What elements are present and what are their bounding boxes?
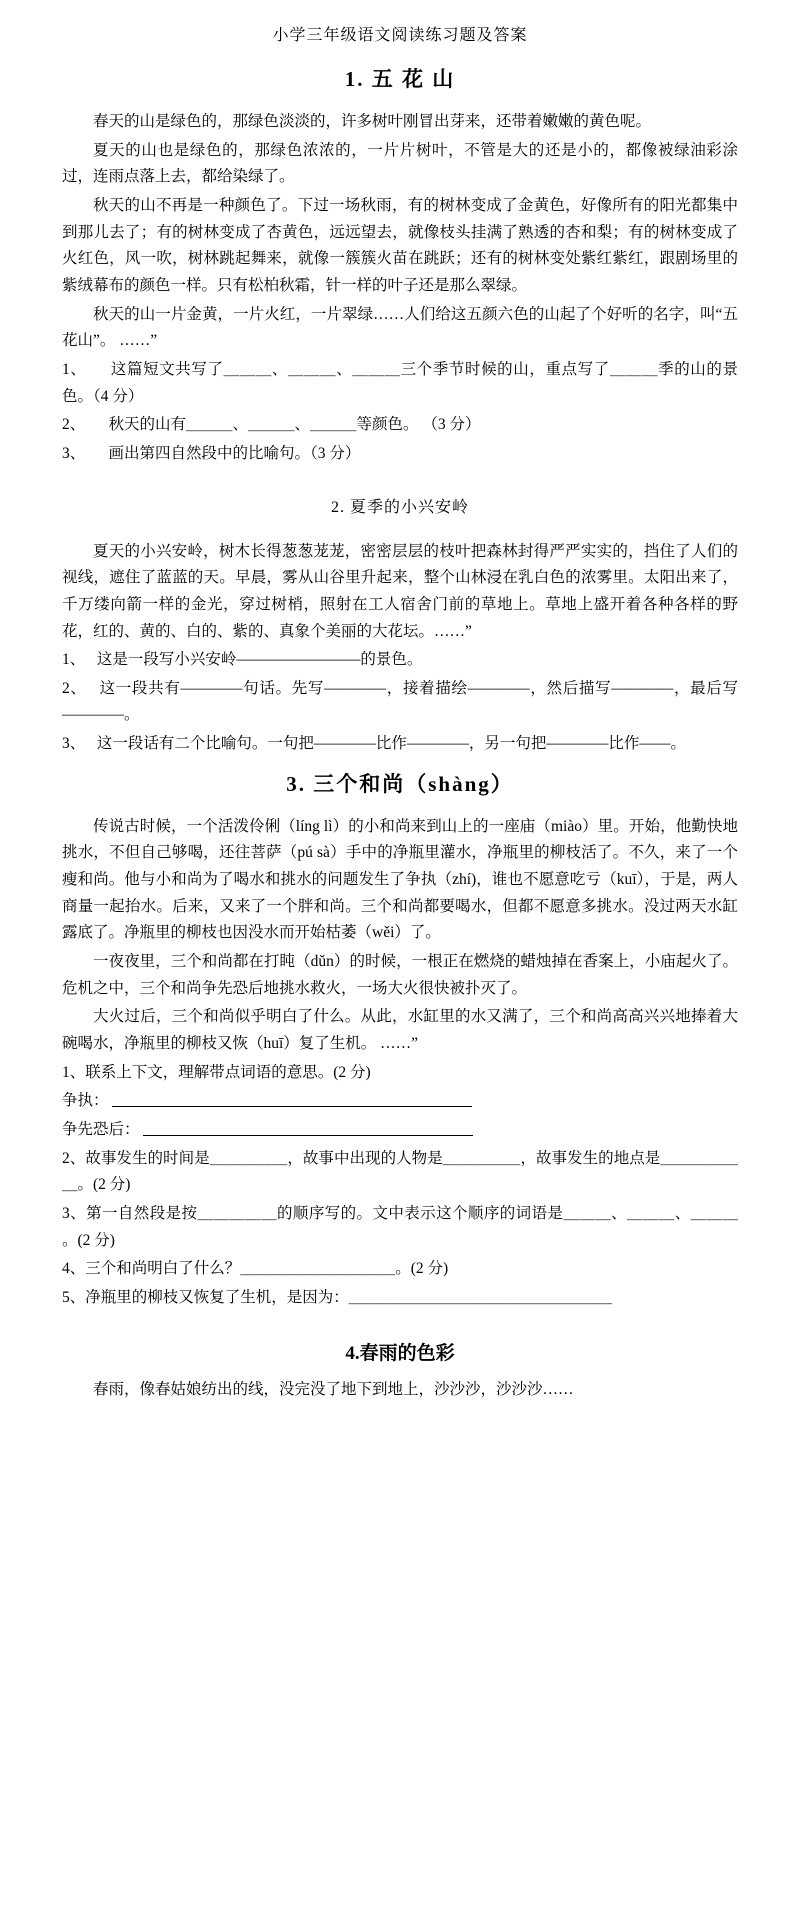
question-item: 1、 这是一段写小兴安岭————————的景色。: [62, 651, 423, 669]
question-item: 3、第一自然段是按＿＿＿＿＿的顺序写的。文中表示这个顺序的词语是＿＿＿、＿＿＿、＿＿＿ 。(2 分): [62, 1204, 738, 1249]
answer-label: 争先恐后：: [62, 1121, 140, 1138]
question-item: 5、净瓶里的柳枝又恢复了生机，是因为：＿＿＿＿＿＿＿＿＿＿＿＿＿＿＿＿＿: [62, 1288, 613, 1306]
section-number-1: 1.: [344, 67, 365, 91]
paragraph: 一夜夜里，三个和尚都在打盹（dǔn）的时候，一根正在燃烧的蜡烛掉在香案上，小庙起火了。危机之中，三个和尚争先恐后地挑水救火，一场大火很快被扑灭了。: [62, 953, 738, 997]
section-heading-3: [62, 768, 738, 798]
paragraph: 大火过后，三个和尚似乎明白了什么。从此，水缸里的水又满了，三个和尚高高兴兴地捧着大碗喝水，净瓶里的柳枝又恢（huī）复了生机。 ……”: [62, 1008, 738, 1053]
question-item: 2、 这一段共有————句话。先写————，接着描绘————，然后描写————，最后写————。: [62, 679, 738, 724]
paragraph: 传说古时候，一个活泼伶俐（líng lì）的小和尚来到山上的一座庙（miào）里。开始，他勤快地挑水，不但自己够喝，还往菩萨（pú sà）手中的净瓶里灌水，净瓶里的柳枝活了。不久，来了一个瘦和尚。他与小和尚为了喝水和挑水的问题发生了争执（zhí)，谁也不愿意吃亏（kuī），于是，两人商量一起抬水。后来，又来了一个胖和尚。三个和尚都要喝水，但都不愿意多挑水。没过两天水缸露底了。净瓶里的柳枝也因没水而开始枯萎（wěi）了。: [62, 817, 738, 942]
answer-blank[interactable]: [143, 1135, 473, 1136]
paragraph: 春天的山是绿色的，那绿色淡淡的，许多树叶刚冒出芽来，还带着嫩嫩的黄色呢。: [93, 113, 652, 130]
section-title-4: 春雨的色彩: [359, 1342, 455, 1364]
paragraph: 秋天的山一片金黄，一片火红，一片翠绿……人们给这五颜六色的山起了个好听的名字，叫“五花山”。 ……”: [62, 305, 738, 350]
answer-line: [62, 1117, 738, 1144]
question-item: 4、三个和尚明白了什么？＿＿＿＿＿＿＿＿＿＿。(2 分): [62, 1260, 449, 1278]
section-number-3: 3.: [286, 771, 306, 796]
question-item: 2、故事发生的时间是＿＿＿＿＿，故事中出现的人物是＿＿＿＿＿，故事发生的地点是＿＿＿＿＿＿。(2 分): [62, 1149, 738, 1194]
question-item: 2、 秋天的山有＿＿＿、＿＿＿、＿＿＿等颜色。 （3 分）: [62, 416, 481, 434]
section-title-1: 五 花 山: [371, 67, 456, 91]
paragraph: 夏天的山也是绿色的，那绿色浓浓的，一片片树叶，不管是大的还是小的，都像被绿油彩涂过，连雨点落上去，都给染绿了。: [62, 141, 738, 186]
page-title: 小学三年级语文阅读练习题及答案: [272, 27, 528, 44]
answer-line: [62, 1088, 738, 1115]
question-item: 1、联系上下文，理解带点词语的意思。(2 分): [62, 1063, 371, 1081]
section-number-2: 2.: [330, 498, 345, 516]
section-title-3: 三个和尚（shàng）: [313, 771, 514, 796]
section-heading-2: [62, 494, 738, 517]
answer-label: 争执：: [62, 1092, 109, 1110]
question-item: 1、 这篇短文共写了＿＿＿、＿＿＿、＿＿＿三个季节时候的山，重点写了＿＿＿季的山的景色。（4 分）: [62, 360, 738, 405]
section-title-2: 夏季的小兴安岭: [349, 498, 469, 516]
section-heading-4: [62, 1338, 738, 1365]
question-item: 3、 这一段话有二个比喻句。一句把————比作————，另一句把————比作——。: [62, 735, 686, 753]
question-item: 3、 画出第四自然段中的比喻句。（3 分）: [62, 444, 361, 462]
paragraph: 秋天的山不再是一种颜色了。下过一场秋雨，有的树林变成了金黄色，好像所有的阳光都集中到那儿去了；有的树林变成了杏黄色，远远望去，就像枝头挂满了熟透的杏和梨；有的树林变成了火红色，风一吹，树林跳起舞来，就像一簇簇火苗在跳跃；还有的树林变处紫红紫红，跟剧场里的紫绒幕布的颜色一样。只有松柏秋霜，针一样的叶子还是那么翠绿。: [62, 196, 738, 294]
paragraph: 夏天的小兴安岭，树木长得葱葱茏茏，密密层层的枝叶把森林封得严严实实的，挡住了人们的视线，遮住了蓝蓝的天。早晨，雾从山谷里升起来，整个山林浸在乳白色的浓雾里。太阳出来了，千万缕向箭一样的金光，穿过树梢，照射在工人宿舍门前的草地上。草地上盛开着各种各样的野花，红的、黄的、白的、紫的、真象个美丽的大花坛。……”: [62, 542, 738, 640]
section-heading-1: [62, 63, 738, 93]
section-number-4: 4.: [345, 1342, 360, 1364]
paragraph: 春雨，像春姑娘纺出的线，没完没了地下到地上，沙沙沙，沙沙沙……: [93, 1380, 574, 1398]
answer-blank[interactable]: [112, 1106, 472, 1107]
